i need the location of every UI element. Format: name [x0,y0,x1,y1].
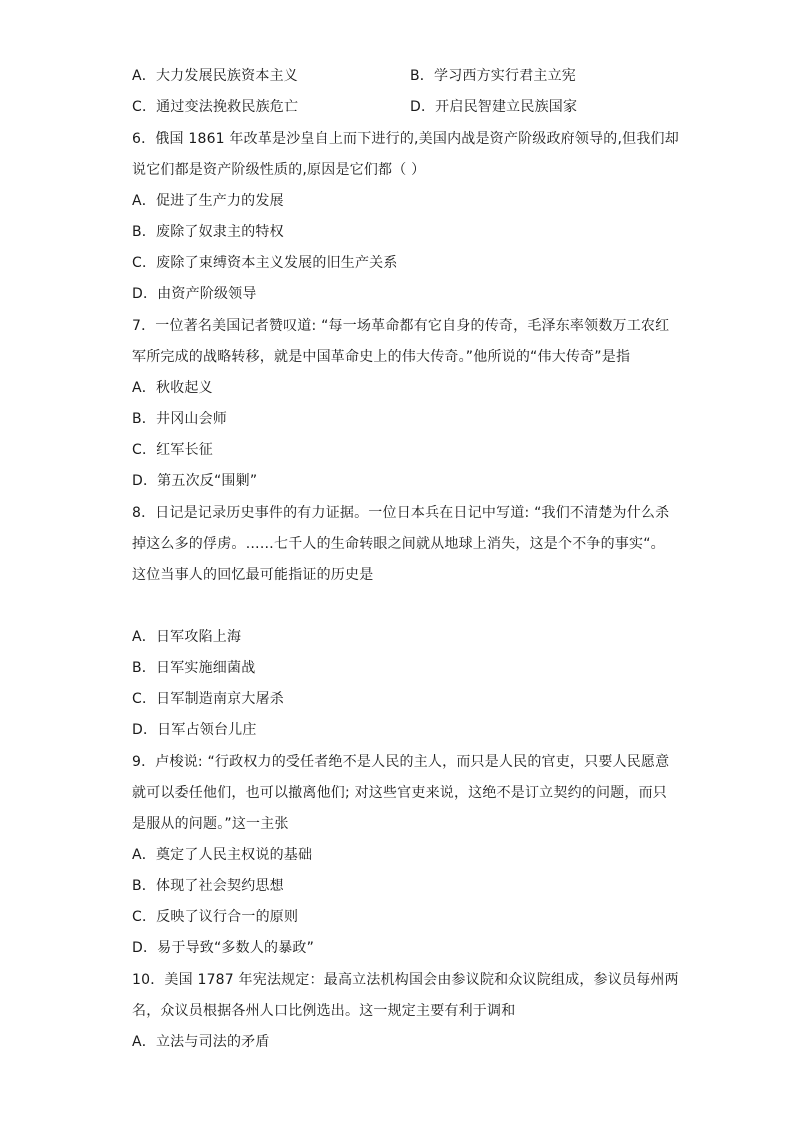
q6-option-b: B．废除了奴隶主的特权 [132,224,284,240]
q8-option-d: D．日军占领台儿庄 [132,722,257,738]
q5-option-a: A．大力发展民族资本主义 [132,68,298,84]
q7-stem-line-2: 军所完成的战略转移，就是中国革命史上的伟大传奇。”他所说的“伟大传奇”是指 [132,349,631,365]
q9-stem-line-3: 是服从的问题。”这一主张 [132,816,289,832]
q5-option-c: C．通过变法挽救民族危亡 [132,99,299,115]
q8-stem-line-1: 8．日记是记录历史事件的有力证据。一位日本兵在日记中写道: “我们不清楚为什么杀 [132,505,670,521]
q7-option-b: B．井冈山会师 [132,411,228,427]
q6-option-c: C．废除了束缚资本主义发展的旧生产关系 [132,255,398,271]
q5-option-b: B．学习西方实行君主立宪 [410,68,577,84]
q6-stem-line-1: 6．俄国 1861 年改革是沙皇自上而下进行的,美国内战是资产阶级政府领导的,但我们却 [132,131,679,147]
q7-option-a: A．秋收起义 [132,380,213,396]
q5-option-d: D．开启民智建立民族国家 [410,99,578,115]
q9-option-a: A．奠定了人民主权说的基础 [132,847,313,863]
q8-option-a: A．日军攻陷上海 [132,629,242,645]
q8-option-c: C．日军制造南京大屠杀 [132,691,284,707]
q6-option-a: A．促进了生产力的发展 [132,193,284,209]
q9-stem-line-2: 就可以委任他们，也可以撤离他们; 对这些官吏来说，这绝不是订立契约的问题，而只 [132,785,667,801]
q8-stem-line-3: 这位当事人的回忆最可能指证的历史是 [132,567,374,583]
q10-stem-line-2: 名，众议员根据各州人口比例选出。这一规定主要有利于调和 [132,1003,516,1019]
q7-option-c: C．红军长征 [132,442,213,458]
q9-option-b: B．体现了社会契约思想 [132,878,284,894]
q7-option-d: D．第五次反“围剿” [132,473,258,489]
q9-stem-line-1: 9．卢梭说: “行政权力的受任者绝不是人民的主人，而只是人民的官吏，只要人民愿意 [132,754,670,770]
q6-stem-line-2: 说它们都是资产阶级性质的,原因是它们都（ ） [132,162,426,178]
q8-stem-line-2: 掉这么多的俘虏。……七千人的生命转眼之间就从地球上消失，这是个不争的事实“。 [132,536,665,552]
q9-option-c: C．反映了议行合一的原则 [132,909,299,925]
q9-option-d: D．易于导致“多数人的暴政” [132,940,315,956]
q7-stem-line-1: 7．一位著名美国记者赞叹道: “每一场革命都有它自身的传奇，毛泽东率领数万工农红 [132,318,670,334]
q6-option-d: D．由资产阶级领导 [132,286,257,302]
q8-option-b: B．日军实施细菌战 [132,660,256,676]
q10-stem-line-1: 10．美国 1787 年宪法规定：最高立法机构国会由参议院和众议院组成，参议员每州两 [132,972,679,988]
q10-option-a: A．立法与司法的矛盾 [132,1034,270,1050]
